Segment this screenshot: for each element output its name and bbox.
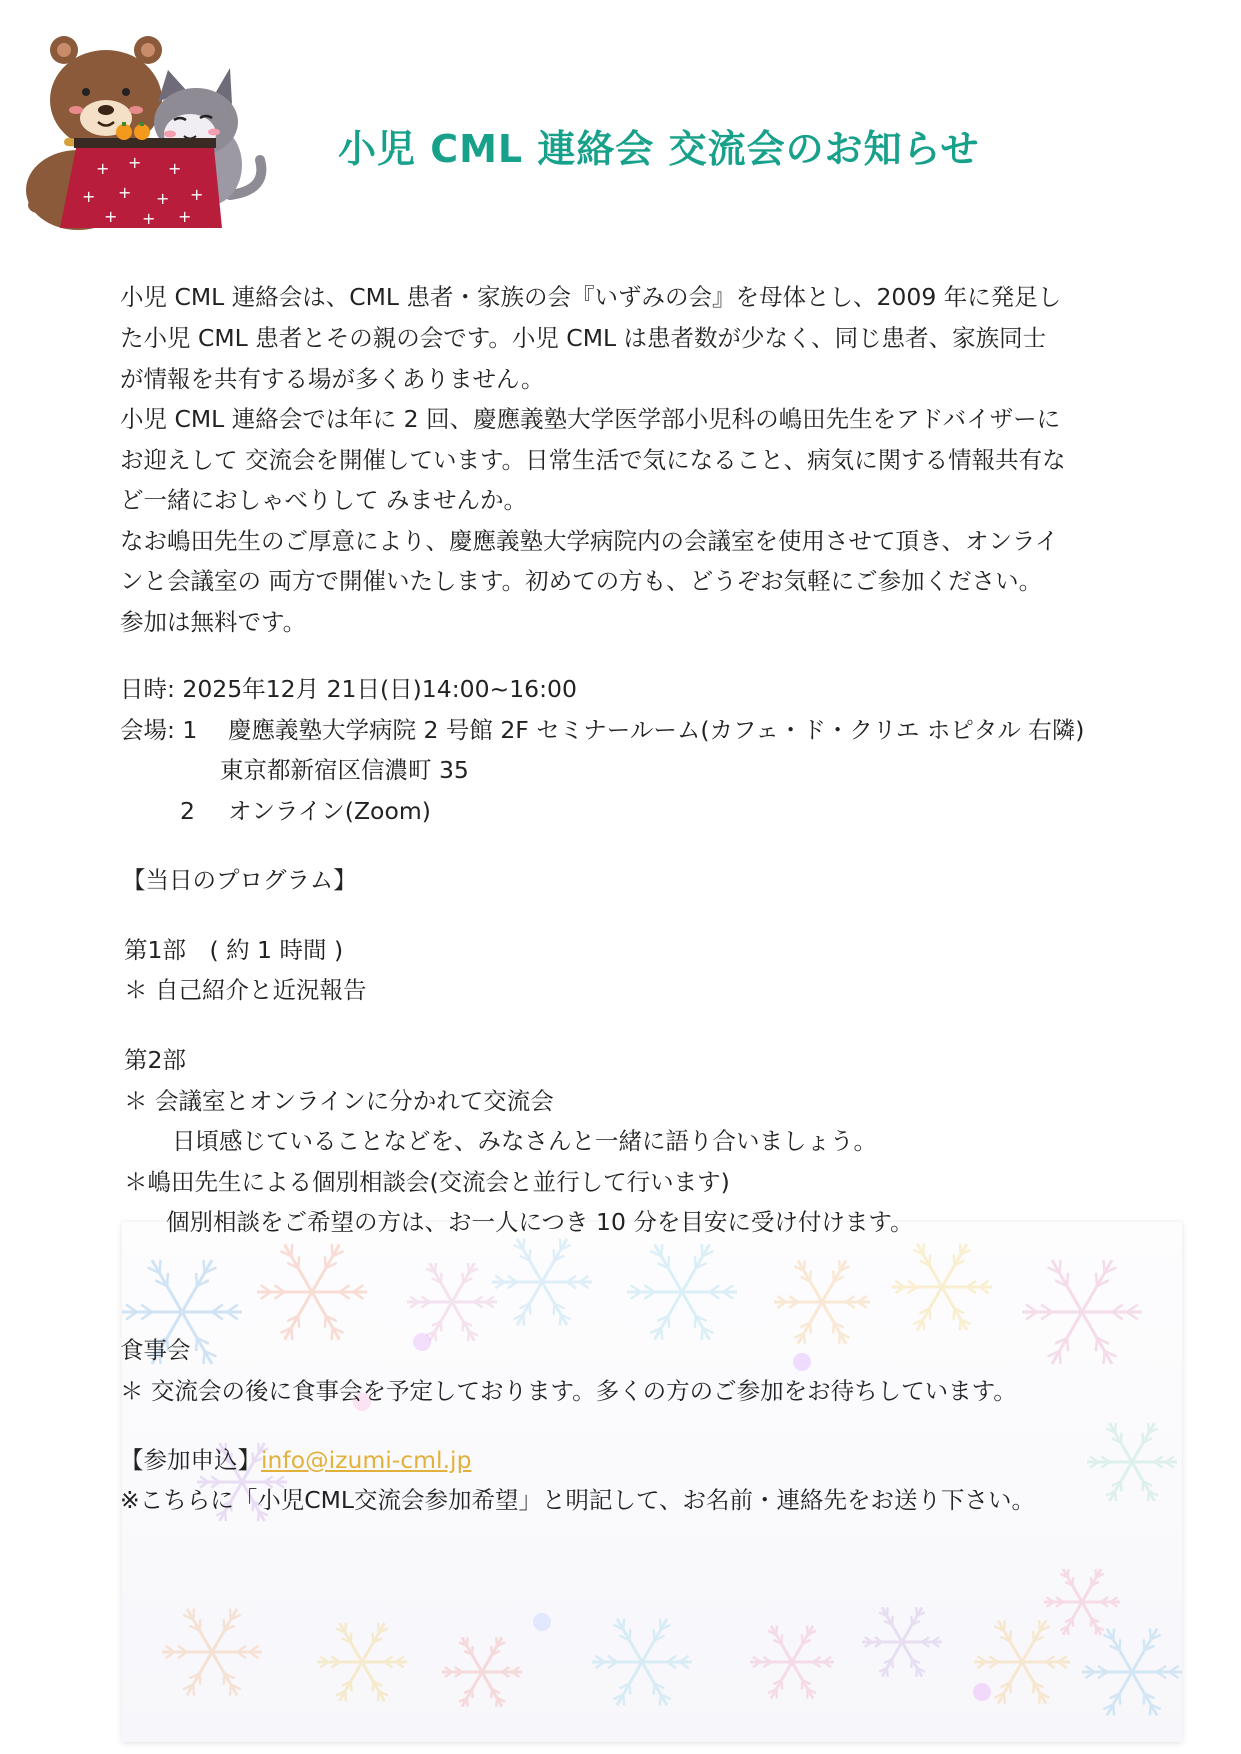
event-date: 日時: 2025年12月 21日(日)14:00~16:00	[120, 675, 577, 703]
program-part2-item-2: ＊嶋田先生による個別相談会(交流会と並行して行います)	[124, 1168, 730, 1196]
intro-line-6: ど一緒におしゃべりして みませんか。	[120, 486, 527, 514]
snowflake-icon	[442, 1637, 522, 1707]
sparkle-dot	[413, 1333, 431, 1351]
venue-2: オンライン(Zoom)	[228, 797, 431, 825]
program-part1-title: 第1部 ( 約 1 時間 )	[124, 936, 344, 964]
snowflake-icon	[407, 1263, 497, 1341]
snowflake-icon	[162, 1609, 262, 1696]
snowflake-icon	[492, 1239, 592, 1326]
venue-label: 会場: 1	[120, 716, 198, 744]
snowflake-icon	[750, 1626, 834, 1699]
svg-text:+: +	[156, 189, 170, 208]
snowflake-icon	[774, 1260, 870, 1343]
sparkle-dot	[533, 1613, 551, 1631]
kotatsu-icon	[60, 138, 222, 228]
snowflake-icon	[592, 1619, 692, 1706]
svg-text:+: +	[168, 159, 182, 178]
snowflake-icon	[317, 1623, 407, 1701]
intro-line-9: 参加は無料です。	[120, 608, 307, 636]
svg-text:+: +	[118, 183, 132, 202]
svg-text:+: +	[82, 187, 96, 206]
intro-line-8: ンと会議室の 両方で開催いたします。初めての方も、どうぞお気軽にご参加ください。	[120, 567, 1043, 595]
program-part1-item: ＊ 自己紹介と近況報告	[124, 976, 367, 1004]
dinner-heading: 食事会	[120, 1336, 191, 1364]
snowflake-icon	[1087, 1423, 1177, 1501]
apply-label: 【参加申込】	[120, 1446, 261, 1474]
svg-text:+: +	[104, 207, 118, 226]
venue-1-address: 東京都新宿区信濃町 35	[220, 756, 469, 784]
intro-line-4: 小児 CML 連絡会では年に 2 回、慶應義塾大学医学部小児科の嶋田先生をアドバイザーに	[120, 405, 1061, 433]
apply-note: ※こちらに「小児CML交流会参加希望」と明記して、お名前・連絡先をお送り下さい。	[120, 1486, 1035, 1514]
venue-1: 慶應義塾大学病院 2 号館 2F セミナールーム(カフェ・ド・クリエ ホピタル 右隣)	[228, 716, 1085, 744]
snowflake-icon	[1082, 1629, 1182, 1716]
intro-line-3: が情報を共有する場が多くありません。	[120, 365, 545, 393]
svg-text:+: +	[142, 209, 156, 228]
email-link[interactable]: info@izumi-cml.jp	[261, 1446, 472, 1474]
svg-text:+: +	[128, 153, 142, 172]
apply-line	[120, 1440, 472, 1481]
svg-text:+: +	[178, 207, 192, 226]
program-part2-item-1: ＊ 会議室とオンラインに分かれて交流会	[124, 1087, 554, 1115]
snowflake-icon	[892, 1244, 992, 1331]
program-heading: 【当日のプログラム】	[122, 866, 357, 894]
snowflake-icon	[1044, 1569, 1120, 1635]
venue-2-number: 2	[180, 797, 195, 825]
intro-line-7: なお嶋田先生のご厚意により、慶應義塾大学病院内の会議室を使用させて頂き、オンライ	[120, 527, 1059, 555]
program-part2-item-2-desc: 個別相談をご希望の方は、お一人につき 10 分を目安に受け付けます。	[166, 1208, 914, 1236]
sparkle-dot	[973, 1683, 991, 1701]
svg-text:+: +	[190, 185, 204, 204]
program-part2-title: 第2部	[124, 1046, 186, 1074]
program-part2-item-1-desc: 日頃感じていることなどを、みなさんと一緒に語り合いましょう。	[172, 1127, 877, 1155]
page-title: 小児 CML 連絡会 交流会のお知らせ	[338, 127, 980, 171]
sparkle-dot	[793, 1353, 811, 1371]
dinner-item: ＊ 交流会の後に食事会を予定しております。多くの方のご参加をお待ちしています。	[120, 1377, 1017, 1405]
intro-line-5: お迎えして 交流会を開催しています。日常生活で気になること、病気に関する情報共有な	[120, 446, 1066, 474]
svg-text:+: +	[96, 159, 110, 178]
bear-cat-kotatsu-illustration	[18, 30, 288, 230]
snowflake-icon	[627, 1244, 737, 1340]
snowflake-icon	[1022, 1260, 1142, 1364]
snowflake-icon	[257, 1244, 367, 1340]
intro-line-1: 小児 CML 連絡会は、CML 患者・家族の会『いずみの会』を母体とし、2009 年に発足し	[120, 283, 1062, 311]
snowflake-icon	[862, 1607, 942, 1677]
intro-line-2: た小児 CML 患者とその親の会です。小児 CML は患者数が少なく、同じ患者、家族同士	[120, 324, 1047, 352]
